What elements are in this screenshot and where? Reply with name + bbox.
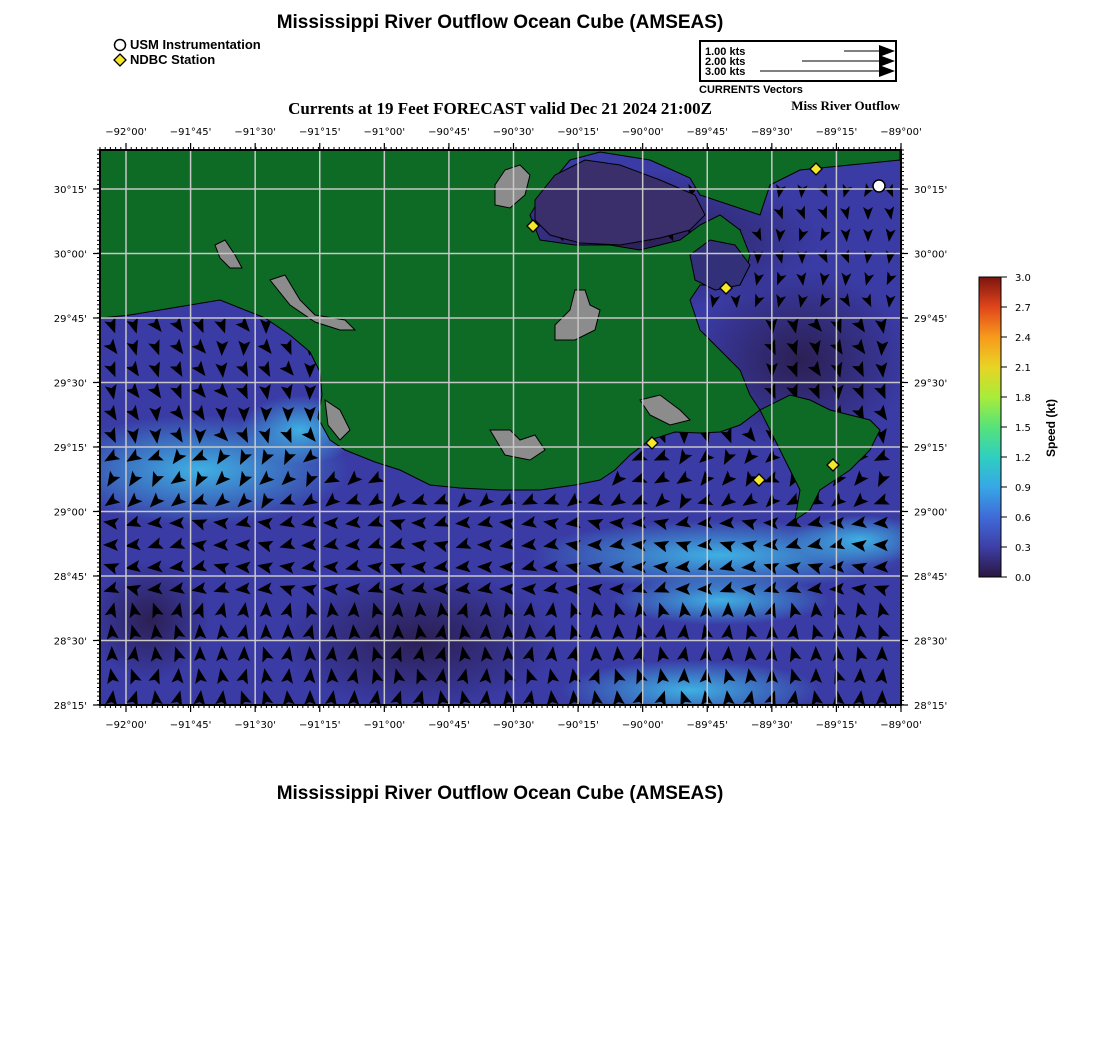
lat-label-right: 28°30'	[914, 636, 948, 648]
map-title: Mississippi River Outflow Ocean Cube (AMSEAS)	[276, 12, 724, 33]
map-body	[50, 150, 930, 720]
lon-label-bottom: −91°30'	[234, 720, 276, 731]
lat-label-left: 29°45'	[53, 314, 87, 325]
lon-label-bottom: −89°30'	[751, 720, 793, 731]
lon-label-top: −89°15'	[815, 127, 858, 138]
lat-label-left: 28°15'	[53, 701, 87, 712]
lon-label-bottom: −90°30'	[492, 720, 535, 731]
lon-label-top: −89°30'	[751, 127, 793, 138]
lon-label-bottom: −89°15'	[815, 720, 858, 731]
map-subtitle: Currents at 19 Feet FORECAST valid Dec 21 2024 21:00Z	[288, 99, 712, 118]
colorbar-tick-label: 1.5	[1015, 423, 1031, 434]
colorbar-ticks	[1001, 273, 1031, 584]
lon-label-top: −92°00'	[105, 127, 147, 138]
usm-instrument-marker	[873, 180, 885, 192]
lon-label-bottom: −92°00'	[105, 720, 147, 731]
lon-label-bottom: −90°45'	[428, 720, 470, 731]
lon-label-bottom: −91°45'	[169, 720, 212, 731]
lat-label-right: 29°00'	[914, 507, 948, 519]
lat-label-right: 29°30'	[914, 378, 948, 390]
lon-label-bottom: −89°00'	[880, 720, 922, 731]
lon-label-top: −90°15'	[557, 127, 599, 138]
lon-label-top: −91°30'	[234, 127, 276, 138]
lon-label-bottom: −91°00'	[363, 720, 406, 731]
legend-usm-label: USM Instrumentation	[130, 37, 261, 52]
lat-label-right: 30°00'	[914, 249, 948, 261]
colorbar-tick-label: 3.0	[1015, 273, 1031, 284]
lat-label-left: 28°45'	[53, 572, 87, 583]
lon-label-top: −89°00'	[880, 127, 922, 138]
vector-key-1kt: 1.00 kts	[705, 46, 746, 58]
lon-label-top: −91°00'	[363, 127, 406, 138]
lat-label-right: 29°45'	[914, 314, 948, 325]
lat-label-left: 30°15'	[53, 185, 87, 196]
lon-label-bottom: −89°45'	[686, 720, 729, 731]
colorbar	[979, 273, 1058, 584]
lon-label-top: −90°45'	[428, 127, 470, 138]
bottom-title: Mississippi River Outflow Ocean Cube (AMSEAS)	[276, 783, 724, 804]
lon-label-top: −91°15'	[298, 127, 341, 138]
vector-key-caption: CURRENTS Vectors	[699, 84, 803, 96]
lon-label-top: −90°30'	[492, 127, 535, 138]
lat-label-left: 30°00'	[53, 249, 87, 261]
lat-label-right: 28°45'	[914, 572, 948, 583]
colorbar-tick-label: 0.3	[1015, 543, 1031, 554]
lon-label-bottom: −91°15'	[298, 720, 341, 731]
lon-label-top: −91°45'	[169, 127, 212, 138]
lon-label-top: −90°00'	[621, 127, 664, 138]
lon-label-bottom: −90°15'	[557, 720, 599, 731]
colorbar-tick-label: 0.0	[1015, 573, 1031, 584]
colorbar-title: Speed (kt)	[1044, 398, 1058, 458]
colorbar-tick-label: 2.1	[1015, 363, 1031, 374]
legend-ndbc-label: NDBC Station	[130, 52, 216, 67]
lat-label-left: 28°30'	[53, 636, 87, 648]
colorbar-tick-label: 0.9	[1015, 483, 1031, 494]
colorbar-tick-label: 1.2	[1015, 453, 1031, 464]
lon-label-bottom: −90°00'	[621, 720, 664, 731]
lat-label-right: 30°15'	[914, 185, 948, 196]
lat-label-right: 29°15'	[914, 443, 948, 454]
vector-key-3kt: 3.00 kts	[705, 66, 746, 78]
region-label: Miss River Outflow	[791, 98, 900, 113]
lat-label-left: 29°00'	[53, 507, 87, 519]
lat-label-left: 29°15'	[53, 443, 87, 454]
colorbar-tick-label: 1.8	[1015, 393, 1031, 404]
colorbar-tick-label: 0.6	[1015, 513, 1031, 524]
colorbar-ramp	[979, 277, 1001, 577]
lon-label-top: −89°45'	[686, 127, 729, 138]
colorbar-tick-label: 2.7	[1015, 303, 1031, 314]
colorbar-tick-label: 2.4	[1015, 333, 1031, 344]
vector-key-2kt: 2.00 kts	[705, 56, 746, 68]
lat-label-left: 29°30'	[53, 378, 87, 390]
lat-label-right: 28°15'	[914, 701, 948, 712]
